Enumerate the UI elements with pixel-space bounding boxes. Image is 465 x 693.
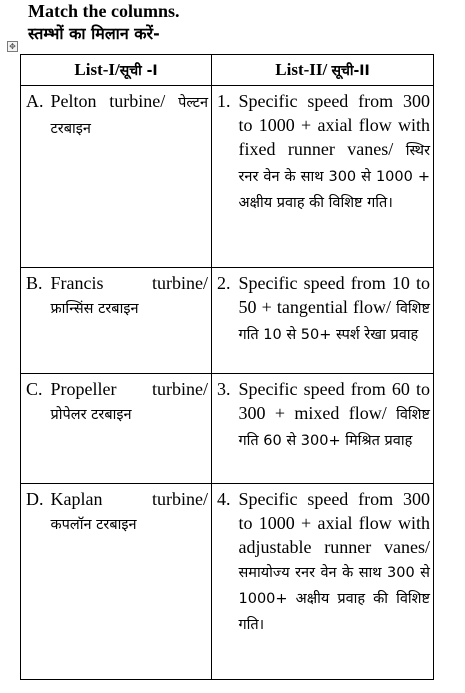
list2-number: 4. bbox=[212, 484, 239, 680]
list1-header: List-I/सूची -I bbox=[21, 55, 212, 86]
table-row bbox=[21, 86, 434, 268]
title-hindi: स्तम्भों का मिलान करें- bbox=[28, 24, 160, 43]
list2-item: Specific speed from 300 to 1000 + axial flow with fixed runner vanes/ स्थिर रनर वेन के साथ 300 से 1000 + अक्षीय प्रवाह की विशिष्ट गति। bbox=[239, 86, 434, 268]
list1-item: Francis turbine/ फ्रान्सिंस टरबाइन bbox=[51, 268, 212, 374]
list1-item: Kaplan turbine/ कपलॉन टरबाइन bbox=[51, 484, 212, 680]
list1-item: Propeller turbine/ प्रोपेलर टरबाइन bbox=[51, 374, 212, 484]
list2-item: Specific speed from 300 to 1000 + axial flow with adjustable runner vanes/ समायोज्य रनर वेन के साथ 300 से 1000+ अक्षीय प्रवाह की विशिष्ट गति। bbox=[239, 484, 434, 680]
list1-item: Pelton turbine/ पेल्टन टरबाइन bbox=[51, 86, 212, 268]
question-header bbox=[28, 0, 448, 46]
list1-label: C. bbox=[21, 374, 51, 484]
list2-header: List-II/ सूची-II bbox=[212, 55, 434, 86]
table-row bbox=[21, 374, 434, 484]
list2-number: 3. bbox=[212, 374, 239, 484]
table-row bbox=[21, 484, 434, 680]
list1-label: D. bbox=[21, 484, 51, 680]
table-row bbox=[21, 268, 434, 374]
list1-label: A. bbox=[21, 86, 51, 268]
title-english: Match the columns. bbox=[28, 1, 180, 21]
table-move-handle-icon[interactable]: ✥ bbox=[7, 41, 18, 52]
list2-number: 1. bbox=[212, 86, 239, 268]
list2-item: Specific speed from 60 to 300 + mixed flow/ विशिष्ट गति 60 से 300+ मिश्रित प्रवाह bbox=[239, 374, 434, 484]
match-table bbox=[20, 54, 434, 680]
table-header-row bbox=[21, 55, 434, 86]
list2-item: Specific speed from 10 to 50 + tangential flow/ विशिष्ट गति 10 से 50+ स्पर्श रेखा प्रवाह bbox=[239, 268, 434, 374]
list2-number: 2. bbox=[212, 268, 239, 374]
list1-label: B. bbox=[21, 268, 51, 374]
